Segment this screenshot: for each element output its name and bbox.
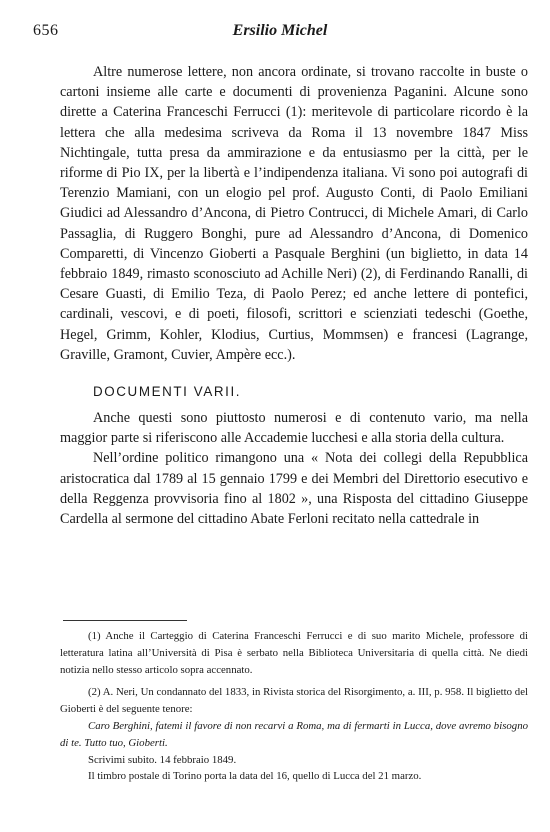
footnotes xyxy=(60,628,528,785)
paragraph-letters: Altre numerose lettere, non ancora ordinate, si trovano raccolte in buste o cartoni insieme alle carte e documenti di provenienza Paganini. Alcune sono dirette a Caterina Franceschi Ferrucci (1): meritevole di particolare ricordo è la lettera che alla medesima scriveva da Roma il 13 novembre 1847 Miss Nichtingale, tutta presa da ammirazione e da entusiasmo per la città, per le riforme di Pio IX, per la libertà e l’indipendenza italiana. Vi sono poi autografi di Terenzio Mamiani, con un elogio pel prof. Augusto Conti, di Paolo Emiliani Giudici ad Alessandro d’Ancona, di Pietro Contrucci, di Michele Amari, di Carlo Passaglia, di Ruggero Bonghi, pure ad Alessandro d’Ancona, di Domenico Comparetti, di Vincenzo Gioberti a Pasquale Berghini (un biglietto, in data 14 febbraio 1849, rimasto sconosciuto ad Achille Neri) (2), di Ferdinando Ranalli, di Cesare Guasti, di Emilio Teza, di Paolo Perez; ed anche lettere di pontefici, cardinali, vescovi, e di poeti, filosofi, scrittori e scienziati tedeschi (Goethe, Hegel, Grimm, Kohler, Klodius, Curtius, Mommsen) e francesi (Lagrange, Graville, Gramont, Cuvier, Ampère ecc.). xyxy=(60,64,528,363)
page-number: 656 xyxy=(33,22,59,39)
main-text xyxy=(60,62,528,529)
running-head: Ersilio Michel xyxy=(232,22,328,39)
paragraph-political: Nell’ordine politico rimangono una « Nota dei collegi della Repubblica aristocratica dal 1789 al 15 gennaio 1799 e dei Membri del Direttorio esecutivo e della Reggenza provvisoria fino al 1802 », una Risposta del cittadino Giuseppe Cardella al sermone del cittadino Abate Ferloni recitato nella cattedrale in xyxy=(60,450,528,528)
page-header xyxy=(33,22,527,48)
footnote-divider xyxy=(63,620,187,621)
footnote-2-reference: (2) A. Neri, Un condannato del 1833, in Rivista storica del Risorgimento, a. III, p. 958. Il biglietto del Gioberti è del seguente tenore: xyxy=(60,686,528,716)
footnote-2-quote: Caro Berghini, fatemi il favore di non recarvi a Roma, ma di fermarti in Lucca, dove avremo bisogno di te. Tutto tuo, Gioberti. xyxy=(60,719,528,749)
footnote-2 xyxy=(60,684,528,785)
section-heading: DOCUMENTI VARII. xyxy=(93,384,242,400)
paragraph-documents: Anche questi sono piuttosto numerosi e di contenuto vario, ma nella maggior parte si riferiscono alle Accademie lucchesi e alla storia della cultura. xyxy=(60,410,528,447)
footnote-2-stamp: Il timbro postale di Torino porta la data del 16, quello di Lucca del 21 marzo. xyxy=(88,770,422,783)
footnote-1: (1) Anche il Carteggio di Caterina Franceschi Ferrucci e di suo marito Michele, professore di letteratura latina all’Università di Pisa è serbato nella Biblioteca Universitaria di quella città. Ne diedi notizia nello stesso articolo sopra accennato. xyxy=(60,630,528,676)
footnote-2-date: Scrivimi subito. 14 febbraio 1849. xyxy=(88,753,237,766)
